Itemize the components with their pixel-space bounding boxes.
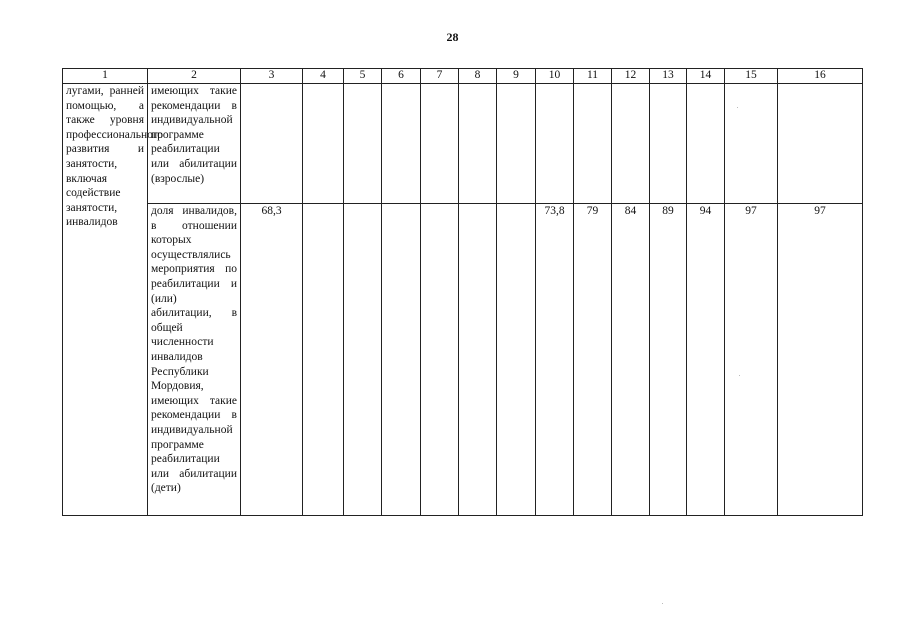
table-row-children xyxy=(63,204,863,516)
scan-speck xyxy=(662,603,663,604)
scan-speck xyxy=(737,107,738,108)
program-description-cell: лугами, ранней помощью, а также уровня профессионального развития и занятости, включая содействие занятости, инвалидов xyxy=(63,84,148,516)
header-cell: 12 xyxy=(612,69,650,84)
value-cell: 89 xyxy=(650,204,687,516)
data-table xyxy=(62,68,863,516)
value-cell xyxy=(382,84,421,204)
value-cell xyxy=(241,84,303,204)
value-cell xyxy=(344,84,382,204)
value-cell: 68,3 xyxy=(241,204,303,516)
table-row-adults xyxy=(63,84,863,204)
value-cell xyxy=(574,84,612,204)
indicator-cell-adults: имеющих такие рекомендации в индивидуальной программе реабилитации или абилитации (взрослые) xyxy=(148,84,241,204)
value-cell xyxy=(778,84,863,204)
value-cell xyxy=(497,84,536,204)
value-cell xyxy=(687,84,725,204)
header-cell: 2 xyxy=(148,69,241,84)
value-cell xyxy=(344,204,382,516)
value-cell xyxy=(497,204,536,516)
value-cell xyxy=(382,204,421,516)
indicator-cell-children: доля инвалидов, в отношении которых осуществлялись мероприятия по реабилитации и (или) абилитации, в общей численности инвалидов Республики Мордовия, имеющих такие рекомендации в индивидуальной программе реабилитации или абилитации (дети) xyxy=(148,204,241,516)
header-cell: 13 xyxy=(650,69,687,84)
header-cell: 11 xyxy=(574,69,612,84)
value-cell xyxy=(650,84,687,204)
value-cell: 97 xyxy=(725,204,778,516)
value-cell: 79 xyxy=(574,204,612,516)
value-cell xyxy=(303,84,344,204)
scan-speck xyxy=(739,375,740,376)
value-cell xyxy=(459,204,497,516)
header-cell: 14 xyxy=(687,69,725,84)
header-row xyxy=(63,69,863,84)
value-cell xyxy=(612,84,650,204)
header-cell: 7 xyxy=(421,69,459,84)
value-cell: 97 xyxy=(778,204,863,516)
header-cell: 16 xyxy=(778,69,863,84)
value-cell: 73,8 xyxy=(536,204,574,516)
header-cell: 8 xyxy=(459,69,497,84)
value-cell xyxy=(421,84,459,204)
header-cell: 15 xyxy=(725,69,778,84)
value-cell xyxy=(725,84,778,204)
value-cell xyxy=(421,204,459,516)
header-cell: 1 xyxy=(63,69,148,84)
header-cell: 5 xyxy=(344,69,382,84)
header-cell: 3 xyxy=(241,69,303,84)
value-cell xyxy=(459,84,497,204)
value-cell: 94 xyxy=(687,204,725,516)
header-cell: 4 xyxy=(303,69,344,84)
header-cell: 9 xyxy=(497,69,536,84)
header-cell: 10 xyxy=(536,69,574,84)
value-cell: 84 xyxy=(612,204,650,516)
header-cell: 6 xyxy=(382,69,421,84)
page-number: 28 xyxy=(446,30,459,44)
value-cell xyxy=(303,204,344,516)
value-cell xyxy=(536,84,574,204)
